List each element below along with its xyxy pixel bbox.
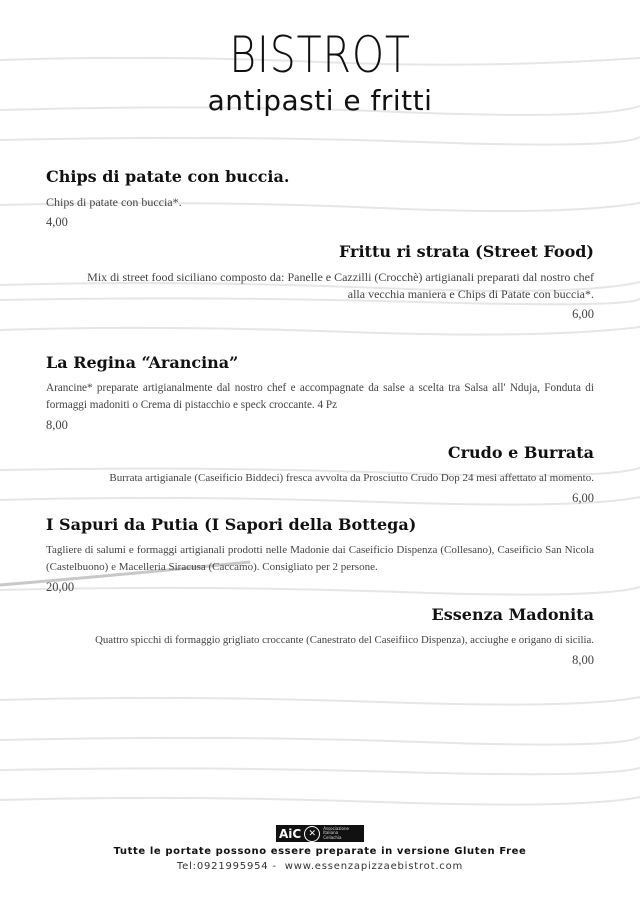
item-price: 20,00 [46,580,75,594]
gluten-free-icon: ✕ [304,826,320,842]
menu-item [46,442,594,507]
item-name: Crudo e Burrata [447,443,594,462]
item-price: 4,00 [46,215,68,229]
item-name: I Sapuri da Putia (I Sapori della Bottega) [46,515,417,534]
item-description: Chips di patate con buccia*. [46,195,182,209]
item-name: Essenza Madonita [431,605,594,624]
item-name: La Regina “Arancina” [46,353,239,372]
menu-item [46,604,594,669]
menu-item [46,166,594,231]
item-price: 6,00 [572,307,594,321]
item-price: 6,00 [572,491,594,505]
menu-item [76,241,594,323]
contact-info: Tel:0921995954 - www.essenzapizzaebistrot.com [176,861,464,872]
item-price: 8,00 [46,418,68,432]
menu-item [46,352,594,434]
item-name: Frittu ri strata (Street Food) [338,242,594,261]
item-price: 8,00 [572,653,594,667]
item-description: Arancine* preparate artigianalmente dal nostro chef e accompagnate da salse a scelta tra Salsa all' Nduja, Fonduta di formaggi madoniti o Crema di pistacchio e speck croccante. 4 Pz [46,382,594,411]
item-name: Chips di patate con buccia. [46,167,290,186]
aic-logo: AiC ✕ Associazione Italiana Celiachia [276,825,364,842]
item-description: Quattro spicchi di formaggio grigliato croccante (Canestrato del Caseifiico Dispenza), acciughe e origano di sicilia. [95,634,594,646]
brand-title: BISTROT [229,26,411,84]
gluten-free-note: Tutte le portate possono essere preparate in versione Gluten Free [113,846,527,857]
item-description: Tagliere di salumi e formaggi artigianali prodotti nelle Madonie dai Caseificio Dispenza (Collesano), Caseificio San Nicola (Castelbuono) e Macelleria Siracusa (Caccamo). Consigliato per 2 persone. [46,544,594,573]
item-description: Burrata artigianale (Caseificio Biddeci) fresca avvolta da Prosciutto Crudo Dop 24 mesi affettato al momento. [109,472,594,484]
item-description: Mix di street food siciliano composto da: Panelle e Cazzilli (Crocchè) artigianali preparati dal nostro chef alla vecchia maniera e Chips di Patate con buccia*. [87,270,594,301]
section-title: antipasti e fritti [207,84,433,117]
menu-item [46,514,594,596]
